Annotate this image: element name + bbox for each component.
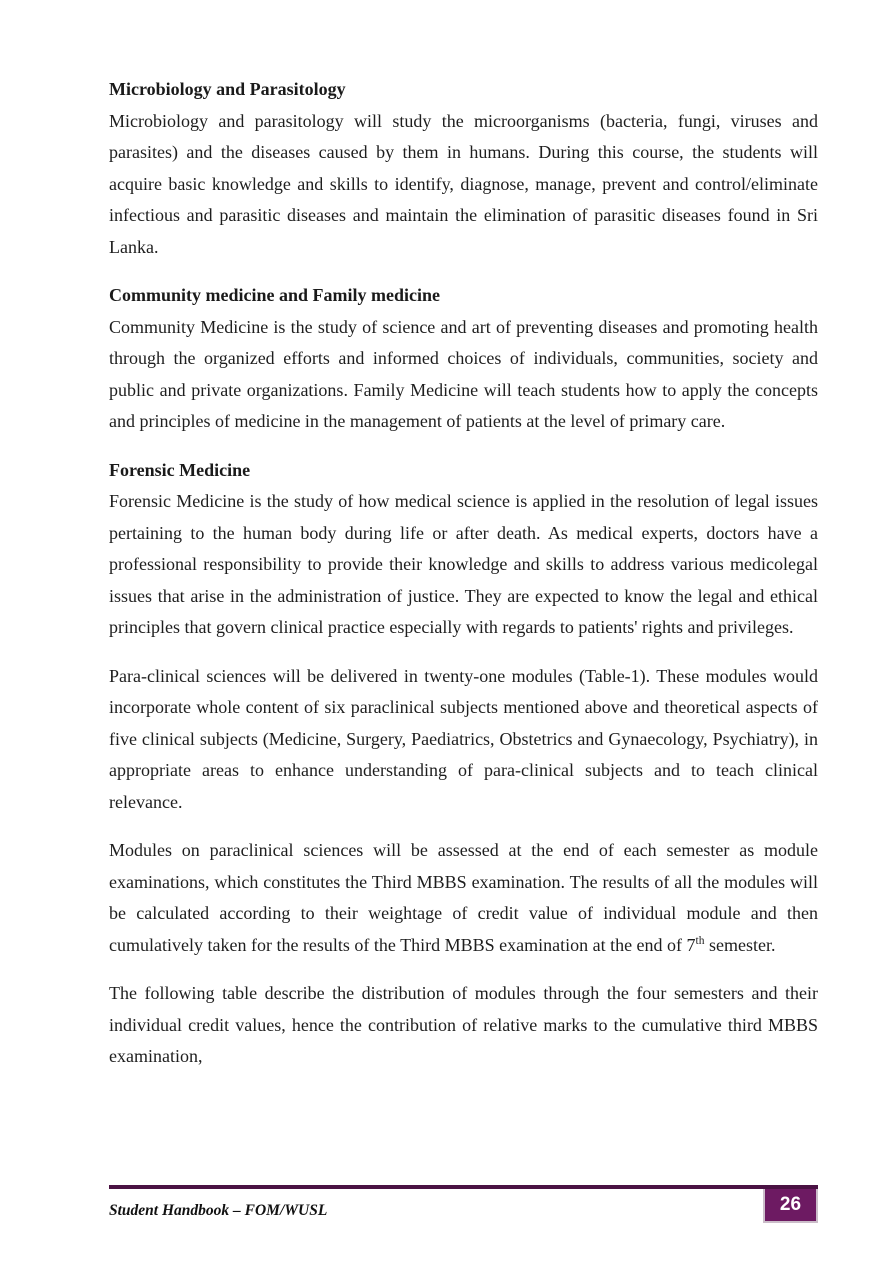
paragraph-third-mbbs-text-after-superscript: semester. [704, 934, 776, 955]
paragraph-third-mbbs-text-before-superscript: Modules on paraclinical sciences will be assessed at the end of each semester as module examinations, which constitutes the Third MBBS examination. The results of all the modules will be calculated according to their weightage of credit value of individual module and then cumulatively taken for the results of the Third MBBS examination at the end of 7 [109, 840, 818, 955]
section-heading-community-family-medicine: Community medicine and Family medicine [109, 285, 440, 305]
page-content [109, 74, 818, 1090]
section-paragraph-forensic-medicine: Forensic Medicine is the study of how medical science is applied in the resolution of legal issues pertaining to the human body during life or after death. As medical experts, doctors have a professional responsibility to provide their knowledge and skills to address various medicolegal issues that arise in the administration of justice. They are expected to know the legal and ethical principles that govern clinical practice especially with regards to patients' rights and privileges. [109, 491, 818, 637]
section-paragraph-community-family-medicine: Community Medicine is the study of science and art of preventing diseases and promoting health through the organized efforts and informed choices of individuals, communities, society and public and private organizations. Family Medicine will teach students how to apply the concepts and principles of medicine in the management of patients at the level of primary care. [109, 316, 818, 431]
section-paragraph-microbiology-parasitology: Microbiology and parasitology will study the microorganisms (bacteria, fungi, viruses and parasites) and the diseases caused by them in humans. During this course, the students will acquire basic knowledge and skills to identify, diagnose, manage, prevent and control/eliminate infectious and parasitic diseases and maintain the elimination of parasitic diseases found in Sri Lanka. [109, 110, 818, 257]
footer-rule [109, 1185, 818, 1189]
paragraph-para-clinical-modules: Para-clinical sciences will be delivered in twenty-one modules (Table-1). These modules would incorporate whole content of six paraclinical subjects mentioned above and theoretical aspects of five clinical subjects (Medicine, Surgery, Paediatrics, Obstetrics and Gynaecology, Psychiatry), in appropriate areas to enhance understanding of para-clinical subjects and to teach clinical relevance. [109, 665, 818, 812]
page-number-badge: 26 [763, 1186, 818, 1223]
paragraph-third-mbbs-assessment [109, 835, 818, 961]
section-heading-microbiology-parasitology: Microbiology and Parasitology [109, 79, 346, 99]
superscript-th: th [695, 934, 705, 947]
section-heading-forensic-medicine: Forensic Medicine [109, 459, 251, 480]
paragraph-following-table-intro: The following table describe the distribution of modules through the four semesters and their individual credit values, hence the contribution of relative marks to the cumulative third MBBS examination, [109, 983, 818, 1066]
footer-document-title: Student Handbook – FOM/WUSL [109, 1202, 328, 1219]
